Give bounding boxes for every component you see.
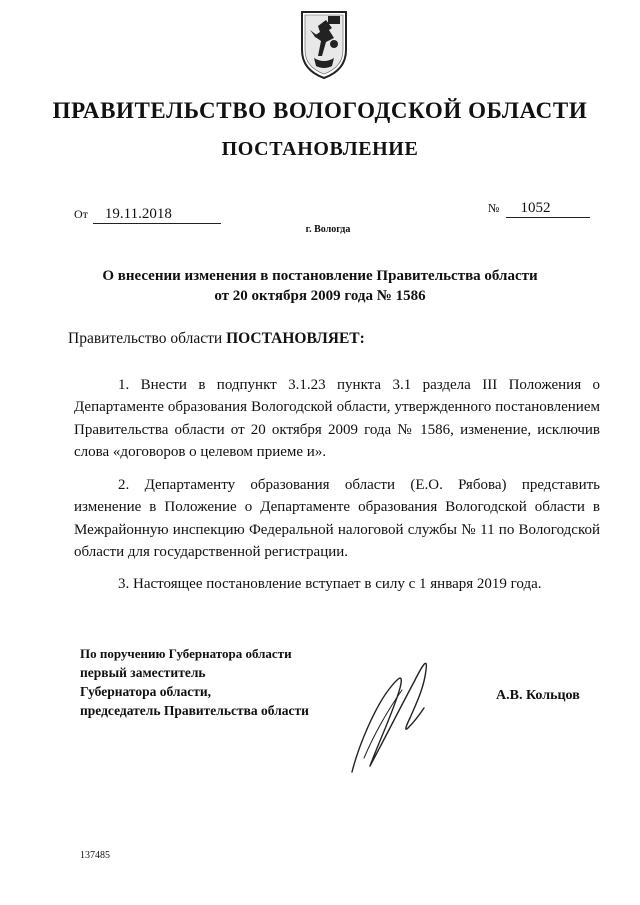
subject-line-1: О внесении изменения в постановление Правительства области xyxy=(102,268,538,284)
registration-number: 137485 xyxy=(80,850,110,861)
preamble xyxy=(68,330,365,348)
number-value: 1052 xyxy=(506,200,590,218)
handwritten-signature xyxy=(344,648,444,778)
paragraph-2: 2. Департаменту образования области (Е.О. Рябова) представить изменение в Положение о Департаменте образования Вологодской области в Межрайонную инспекцию Федеральной налоговой службы № 11 по Вологодской области для государственной регистрации. xyxy=(74,477,600,561)
paragraph-1: 1. Внести в подпункт 3.1.23 пункта 3.1 раздела III Положения о Департаменте образования Вологодской области, утвержденного постановлением Правительства области от 20 октября 2009 года № 1586, изменение, исключив слова «договоров о целевом приеме и». xyxy=(74,377,600,460)
signer-block xyxy=(80,644,309,720)
signer-line-2: первый заместитель xyxy=(80,665,206,680)
number-field xyxy=(488,200,590,218)
city: г. Вологда xyxy=(305,224,351,235)
signer-line-3: Губернатора области, xyxy=(80,684,211,699)
number-prefix: № xyxy=(488,201,500,215)
date-value: 19.11.2018 xyxy=(93,206,221,224)
paragraph-3: 3. Настоящее постановление вступает в силу с 1 января 2019 года. xyxy=(118,576,542,593)
subject-line-2: от 20 октября 2009 года № 1586 xyxy=(214,288,426,304)
date-prefix: От xyxy=(74,207,88,221)
document-subject xyxy=(60,266,580,306)
date-field xyxy=(74,206,221,224)
preamble-decree: ПОСТАНОВЛЯЕТ: xyxy=(226,330,365,347)
coat-of-arms-icon xyxy=(296,8,352,80)
preamble-text: Правительство области xyxy=(68,330,223,347)
document-body xyxy=(74,374,600,596)
signer-name: А.В. Кольцов xyxy=(496,688,580,703)
organization-title: ПРАВИТЕЛЬСТВО ВОЛОГОДСКОЙ ОБЛАСТИ xyxy=(52,98,588,123)
signer-line-4: председатель Правительства области xyxy=(80,703,309,718)
document-type: ПОСТАНОВЛЕНИЕ xyxy=(221,138,419,160)
signer-line-1: По поручению Губернатора области xyxy=(80,646,292,661)
